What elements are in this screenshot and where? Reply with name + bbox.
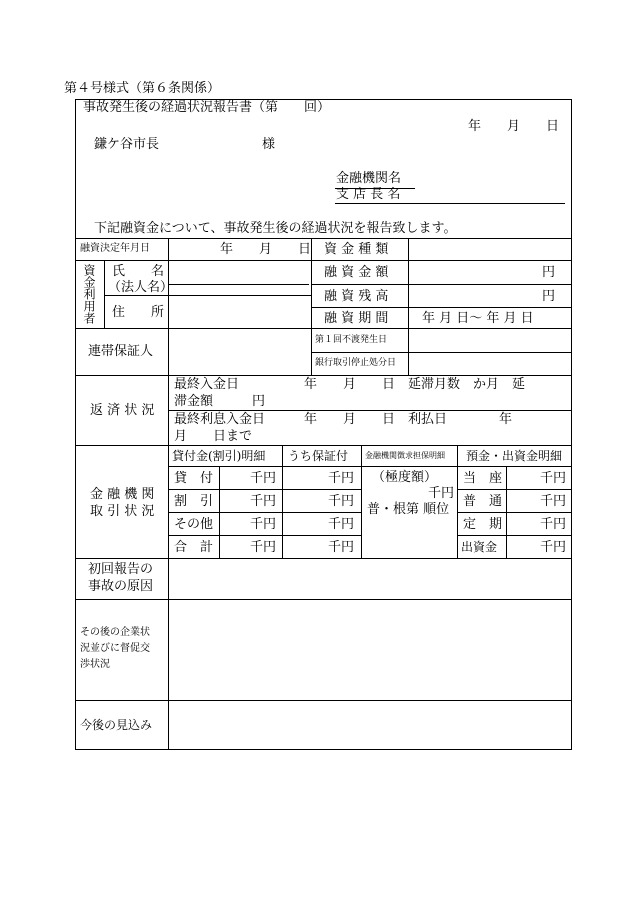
fund-user-label: 資金利用者	[82, 264, 96, 324]
total-row-amount: 千円	[250, 540, 277, 555]
frame-left	[75, 99, 76, 749]
loan-balance-label: 融 資 残 高	[324, 289, 389, 304]
subsequent-label-3: 渉状況	[80, 659, 110, 670]
loan-balance-unit: 円	[542, 289, 556, 304]
fund-type-label: 資 金 種 類	[324, 242, 389, 257]
investment-label: 出資金	[461, 540, 498, 554]
form-number: 第４号様式（第６条関係）	[64, 81, 221, 96]
loan-row-guaranteed: 千円	[328, 471, 355, 486]
frame-bottom	[75, 749, 572, 750]
investment-amount: 千円	[540, 540, 567, 555]
discount-row-guaranteed: 千円	[328, 494, 355, 509]
first-default-date-label: 第１回不渡発生日	[315, 335, 388, 345]
addressee: 鎌ケ谷市長	[94, 137, 160, 152]
outlook-label: 今後の見込み	[80, 718, 153, 732]
report-date: 年 月 日	[468, 119, 560, 134]
corporate-name-label: （法人名）	[108, 280, 174, 295]
time-deposit-amount: 千円	[540, 517, 567, 532]
deposit-header: 預金・出資金明細	[466, 449, 563, 463]
form-title: 事故発生後の経過状況報告書（第 回）	[83, 100, 331, 115]
initial-cause-label-2: 事故の原因	[88, 579, 154, 594]
loan-amount-label: 融 資 金 額	[324, 265, 389, 280]
collateral-limit-unit: 千円	[428, 486, 455, 501]
ordinary-deposit-label: 普 通	[463, 494, 503, 509]
loan-row-amount: 千円	[250, 471, 277, 486]
initial-cause-label-1: 初回報告の	[88, 562, 154, 577]
decision-date-label: 融資決定年月日	[80, 243, 150, 254]
address-label: 住 所	[112, 305, 165, 320]
frame-top	[75, 99, 571, 100]
collateral-priority: 普・根第 順位	[367, 502, 450, 517]
financial-label-2: 取 引 状 況	[90, 504, 155, 519]
loan-period-value: 年 月 日～ 年 月 日	[422, 311, 534, 326]
decision-date-value: 年 月 日	[220, 242, 312, 257]
discount-row-label: 割 引	[174, 494, 214, 509]
frame-right	[571, 99, 572, 749]
intro-text: 下記融資金について、事故発生後の経過状況を報告致します。	[94, 221, 457, 236]
ordinary-deposit-amount: 千円	[540, 494, 567, 509]
subsequent-label-1: その後の企業状	[80, 627, 150, 638]
other-row-label: その他	[174, 517, 214, 532]
current-deposit-amount: 千円	[540, 471, 567, 486]
total-row-guaranteed: 千円	[328, 540, 355, 555]
collateral-limit-label: （極度額）	[372, 470, 438, 485]
subsequent-label-2: 況並びに督促交	[80, 643, 150, 654]
discount-row-amount: 千円	[250, 494, 277, 509]
repayment-line-2: 滞金額 円	[174, 394, 266, 409]
other-row-amount: 千円	[250, 517, 277, 532]
repayment-line-3: 最終利息入金日 年 月 日 利払日 年	[174, 412, 513, 427]
repayment-label: 返 済 状 況	[90, 403, 155, 418]
financial-label-1: 金 融 機 関	[90, 487, 155, 502]
branch-manager-underline	[335, 203, 565, 204]
loan-row-label: 貸 付	[174, 471, 214, 486]
collateral-header: 金融機関徴求担保明細	[365, 451, 445, 460]
bank-suspension-date-label: 銀行取引停止処分日	[315, 358, 397, 368]
bank-name-label: 金融機関名	[336, 171, 402, 186]
total-row-label: 合 計	[174, 540, 214, 555]
loan-amount-unit: 円	[542, 265, 556, 280]
branch-manager-label: 支 店 長 名	[336, 187, 401, 202]
guarantor-label: 連帯保証人	[88, 344, 154, 359]
repayment-line-4: 月 日まで	[174, 429, 253, 444]
addressee-honorific: 様	[262, 137, 276, 152]
guarantee-header: うち保証付	[288, 449, 349, 463]
loan-period-label: 融 資 期 間	[324, 311, 389, 326]
current-deposit-label: 当 座	[463, 471, 503, 486]
name-label: 氏 名	[112, 264, 165, 279]
table-top-line	[75, 238, 571, 239]
repayment-line-1: 最終入金日 年 月 日 延滞月数 か月 延	[174, 377, 526, 392]
other-row-guaranteed: 千円	[328, 517, 355, 532]
time-deposit-label: 定 期	[463, 517, 503, 532]
loan-detail-header: 貸付金(割引)明細	[172, 449, 266, 463]
